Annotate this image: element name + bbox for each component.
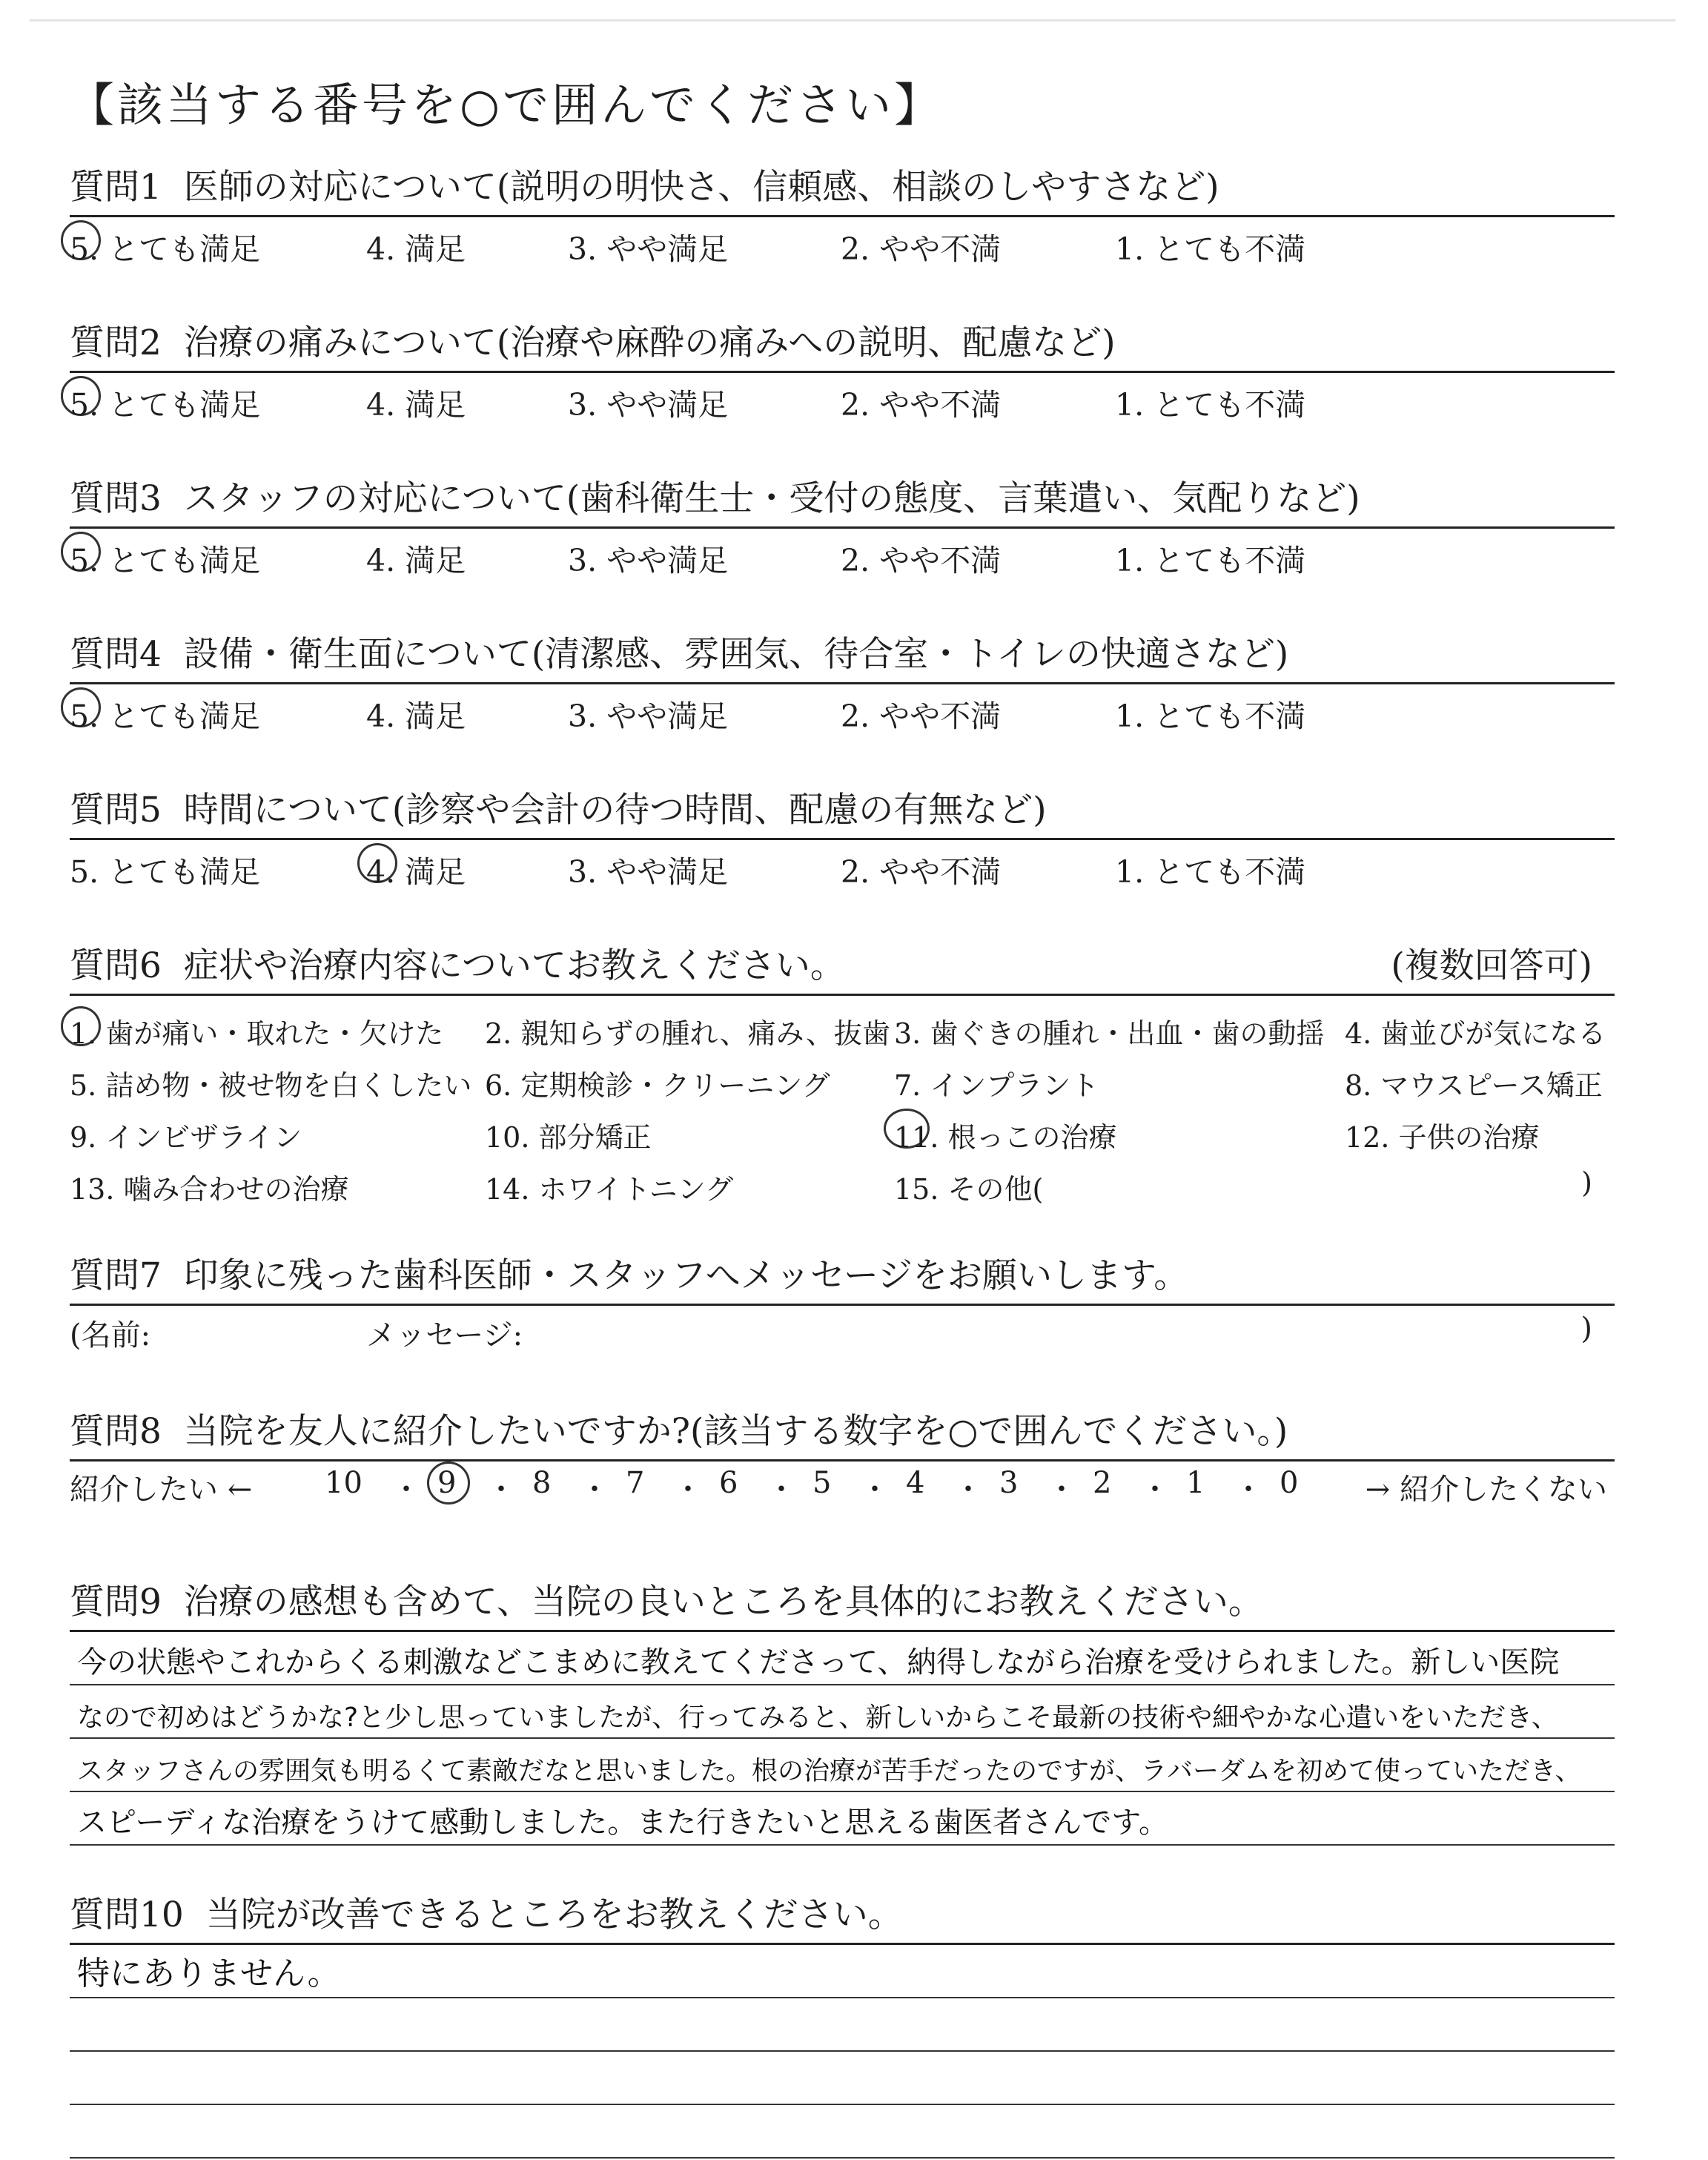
handwritten-answer: 特にありません。 [77, 1955, 340, 1992]
option-5[interactable]: 5. とても満足 [70, 698, 261, 734]
option-2[interactable]: 2. やや不満 [841, 543, 1002, 578]
scale-number[interactable]: 4 [906, 1466, 925, 1500]
option-3[interactable]: 3. やや満足 [568, 698, 729, 734]
scale-number[interactable]: 1 [1186, 1466, 1205, 1500]
scale-number[interactable]: 5 [812, 1466, 832, 1500]
option-4[interactable]: 4. 満足 [366, 854, 466, 890]
answer-line [70, 1739, 1615, 1792]
question-title: 質問6 症状や治療内容についてお教えください。 [70, 945, 845, 986]
question-title: 質問1 医師の対応について(説明の明快さ、信頼感、相談のしやすさなど) [70, 167, 1219, 208]
handwritten-answer: 今の状態やこれからくる刺激などこまめに教えてくださって、納得しながら治療を受けられました。新しい医院 [77, 1645, 1560, 1680]
name-label: (名前: [70, 1318, 151, 1353]
answer-area[interactable] [70, 1945, 1615, 2159]
option-1[interactable]: 1. とても不満 [1115, 698, 1306, 734]
question-1 [70, 156, 1615, 269]
option-4[interactable]: 4. 満足 [366, 387, 466, 423]
option-4[interactable]: 4. 満足 [366, 231, 466, 267]
question-title: 質問7 印象に残った歯科医師・スタッフへメッセージをお願いします。 [70, 1255, 1189, 1296]
treatment-option[interactable]: 5. 詰め物・被せ物を白くしたい [70, 1069, 472, 1102]
rating-options [70, 840, 1615, 892]
scale-number[interactable]: 0 [1280, 1466, 1299, 1500]
treatment-option[interactable]: 9. インビザライン [70, 1121, 302, 1154]
scale-number[interactable]: 8 [532, 1466, 552, 1500]
answer-line [70, 1945, 1615, 1998]
question-title: 質問8 当院を友人に紹介したいですか?(該当する数字を○で囲んでください。) [70, 1411, 1288, 1452]
message-close-paren: ) [1580, 1312, 1592, 1346]
handwritten-answer: スピーディな治療をうけて感動しました。また行きたいと思える歯医者さんです。 [77, 1806, 1168, 1840]
message-field[interactable] [70, 1306, 1615, 1352]
scale-number[interactable]: 10 [325, 1466, 363, 1500]
scale-number[interactable]: 6 [719, 1466, 738, 1500]
handwritten-answer: スタッフさんの雰囲気も明るくて素敵だなと思いました。根の治療が苦手だったのですが、ラバーダムを初めて使っていただき、 [77, 1757, 1581, 1786]
question-title: 質問9 治療の感想も含めて、当院の良いところを具体的にお教えください。 [70, 1582, 1263, 1622]
rating-options [70, 684, 1615, 736]
answer-line [70, 1998, 1615, 2052]
answer-line [70, 1632, 1615, 1685]
treatment-option[interactable]: 4. 歯並びが気になる [1345, 1017, 1606, 1050]
option-5[interactable]: 5. とても満足 [70, 854, 261, 890]
top-edge-line [30, 19, 1675, 22]
answer-line [70, 2105, 1615, 2159]
treatment-option[interactable]: 10. 部分矯正 [485, 1121, 652, 1154]
option-5[interactable]: 5. とても満足 [70, 231, 261, 267]
other-close-paren: ) [1581, 1166, 1592, 1199]
answer-line [70, 1792, 1615, 1846]
scale-number[interactable]: 9 [437, 1466, 457, 1500]
recommend-scale: 紹介したい ← 10 ・ 9 ・ 8 ・ 7 ・ 6 ・ 5 ・ 4 ・ 3 ・ 2 ・ 1 ・ 0 → 紹介したくない [70, 1462, 1615, 1509]
scale-right-label: → 紹介したくない [1365, 1473, 1607, 1507]
treatment-option[interactable]: 1. 歯が痛い・取れた・欠けた [70, 1017, 444, 1050]
question-title: 質問4 設備・衛生面について(清潔感、雰囲気、待合室・トイレの快適さなど) [70, 634, 1289, 675]
multiple-answers-note: (複数回答可) [1391, 945, 1592, 986]
question-title: 質問5 時間について(診察や会計の待つ時間、配慮の有無など) [70, 790, 1047, 830]
form-header: 【該当する番号を○で囲んでください】 [68, 78, 944, 132]
option-5[interactable]: 5. とても満足 [70, 387, 261, 423]
question-4 [70, 623, 1615, 736]
rating-options [70, 217, 1615, 269]
answer-line [70, 2052, 1615, 2105]
treatment-option[interactable]: 6. 定期検診・クリーニング [485, 1069, 830, 1102]
option-1[interactable]: 1. とても不満 [1115, 387, 1306, 423]
option-3[interactable]: 3. やや満足 [568, 231, 729, 267]
question-title: 質問3 スタッフの対応について(歯科衛生士・受付の態度、言葉遣い、気配りなど) [70, 478, 1360, 519]
treatment-option[interactable]: 11. 根っこの治療 [894, 1121, 1117, 1154]
scale-number[interactable]: 3 [999, 1466, 1019, 1500]
question-6 [70, 934, 1615, 1211]
option-5[interactable]: 5. とても満足 [70, 543, 261, 578]
scale-number[interactable]: 2 [1093, 1466, 1112, 1500]
question-8 [70, 1400, 1615, 1509]
question-title: 質問10 当院が改善できるところをお教えください。 [70, 1895, 903, 1935]
treatment-option[interactable]: 2. 親知らずの腫れ、痛み、抜歯 [485, 1017, 890, 1050]
question-5 [70, 779, 1615, 892]
option-2[interactable]: 2. やや不満 [841, 854, 1002, 890]
option-1[interactable]: 1. とても不満 [1115, 854, 1306, 890]
treatment-option[interactable]: 12. 子供の治療 [1345, 1121, 1540, 1154]
rating-options [70, 529, 1615, 581]
option-1[interactable]: 1. とても不満 [1115, 543, 1306, 578]
treatment-option[interactable]: 15. その他( [894, 1173, 1044, 1206]
answer-area[interactable] [70, 1632, 1615, 1846]
option-3[interactable]: 3. やや満足 [568, 387, 729, 423]
treatment-option[interactable]: 8. マウスピース矯正 [1345, 1069, 1603, 1102]
option-2[interactable]: 2. やや不満 [841, 698, 1002, 734]
question-title: 質問2 治療の痛みについて(治療や麻酔の痛みへの説明、配慮など) [70, 323, 1116, 363]
option-3[interactable]: 3. やや満足 [568, 543, 729, 578]
question-3 [70, 467, 1615, 581]
option-4[interactable]: 4. 満足 [366, 543, 466, 578]
handwritten-answer: なので初めはどうかな?と少し思っていましたが、行ってみると、新しいからこそ最新の技術や細やかな心遣いをいただき、 [77, 1702, 1558, 1733]
treatment-option[interactable]: 14. ホワイトニング [485, 1173, 734, 1206]
question-10 [70, 1883, 1615, 2159]
treatment-option[interactable]: 7. インプラント [894, 1069, 1099, 1102]
scale-left-label: 紹介したい ← [70, 1473, 253, 1507]
rating-options [70, 373, 1615, 425]
option-2[interactable]: 2. やや不満 [841, 387, 1002, 423]
treatment-option[interactable]: 13. 噛み合わせの治療 [70, 1173, 349, 1206]
option-2[interactable]: 2. やや不満 [841, 231, 1002, 267]
treatment-option[interactable]: 3. 歯ぐきの腫れ・出血・歯の動揺 [894, 1017, 1325, 1050]
message-label: メッセージ: [366, 1318, 523, 1353]
option-4[interactable]: 4. 満足 [366, 698, 466, 734]
question-9 [70, 1571, 1615, 1846]
question-2 [70, 311, 1615, 425]
scale-number[interactable]: 7 [626, 1466, 645, 1500]
treatment-options [70, 996, 1615, 1211]
option-1[interactable]: 1. とても不満 [1115, 231, 1306, 267]
answer-line [70, 1685, 1615, 1739]
question-7 [70, 1244, 1615, 1352]
option-3[interactable]: 3. やや満足 [568, 854, 729, 890]
